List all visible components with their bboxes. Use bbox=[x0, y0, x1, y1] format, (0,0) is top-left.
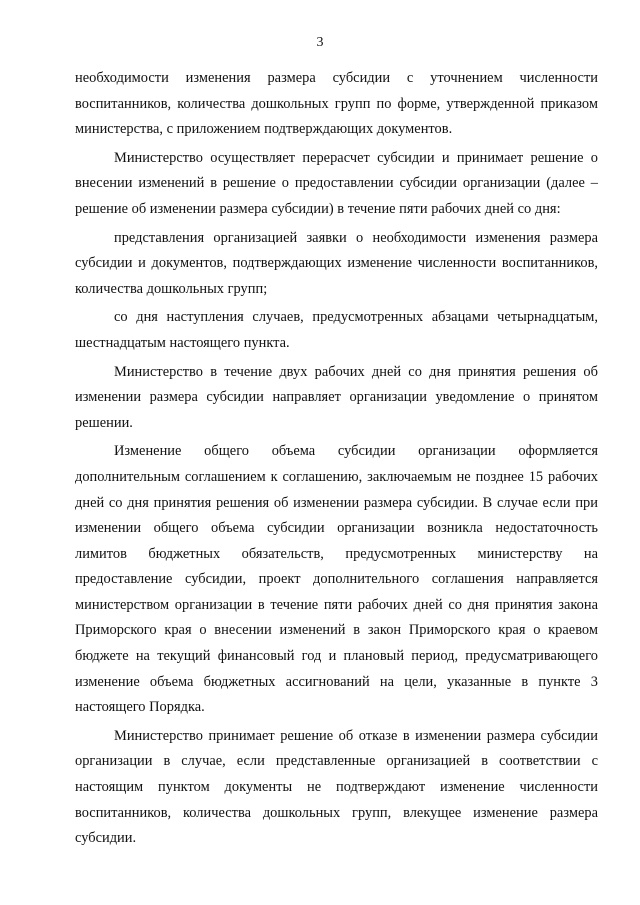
paragraph-notification: Министерство в течение двух рабочих дней со дня принятия решения об изменении размера субсидии направляет организации уведомление о принятом решении. bbox=[75, 363, 598, 431]
paragraph-application-submission: представления организацией заявки о необходимости изменения размера субсидии и документов, подтверждающих изменение численности воспитанников, количества дошкольных групп; bbox=[75, 229, 598, 297]
paragraph-recalculation: Министерство осуществляет перерасчет субсидии и принимает решение о внесении изменений в решение о предоставлении субсидии организации (далее – решение об изменении размера субсидии) в течение пяти рабочих дней со дня: bbox=[75, 149, 598, 217]
paragraph-additional-agreement: Изменение общего объема субсидии организации оформляется дополнительным соглашением к соглашению, заключаемым не позднее 15 рабочих дней со дня принятия решения об изменении размера субсидии. В случае если при изменении общего объема субсидии организации возникла недостаточность лимитов бюджетных обязательств, предусмотренных министерству на предоставление субсидии, проект дополнительного соглашения направляется министерством организации в течение пяти рабочих дней со дня принятия закона Приморского края о внесении изменений в закон Приморского края о краевом бюджете на текущий финансовый год и плановый период, предусматривающего изменение объема бюджетных ассигнований на цели, указанные в пункте 3 настоящего Порядка. bbox=[75, 443, 598, 716]
paragraph-refusal: Министерство принимает решение об отказе в изменении размера субсидии организации в случае, если представленные организацией в соответствии с настоящим пунктом документы не подтверждают изменение численности воспитанников, количества дошкольных групп, влекущее изменение размера субсидии. bbox=[75, 727, 598, 847]
page-number: 3 bbox=[316, 35, 324, 50]
document-body bbox=[75, 66, 598, 855]
paragraph-cases-occurrence: со дня наступления случаев, предусмотренных абзацами четырнадцатым, шестнадцатым настоящего пункта. bbox=[75, 309, 598, 351]
paragraph-continuation: необходимости изменения размера субсидии с уточнением численности воспитанников, количества дошкольных групп по форме, утвержденной приказом министерства, с приложением подтверждающих документов. bbox=[75, 70, 598, 138]
